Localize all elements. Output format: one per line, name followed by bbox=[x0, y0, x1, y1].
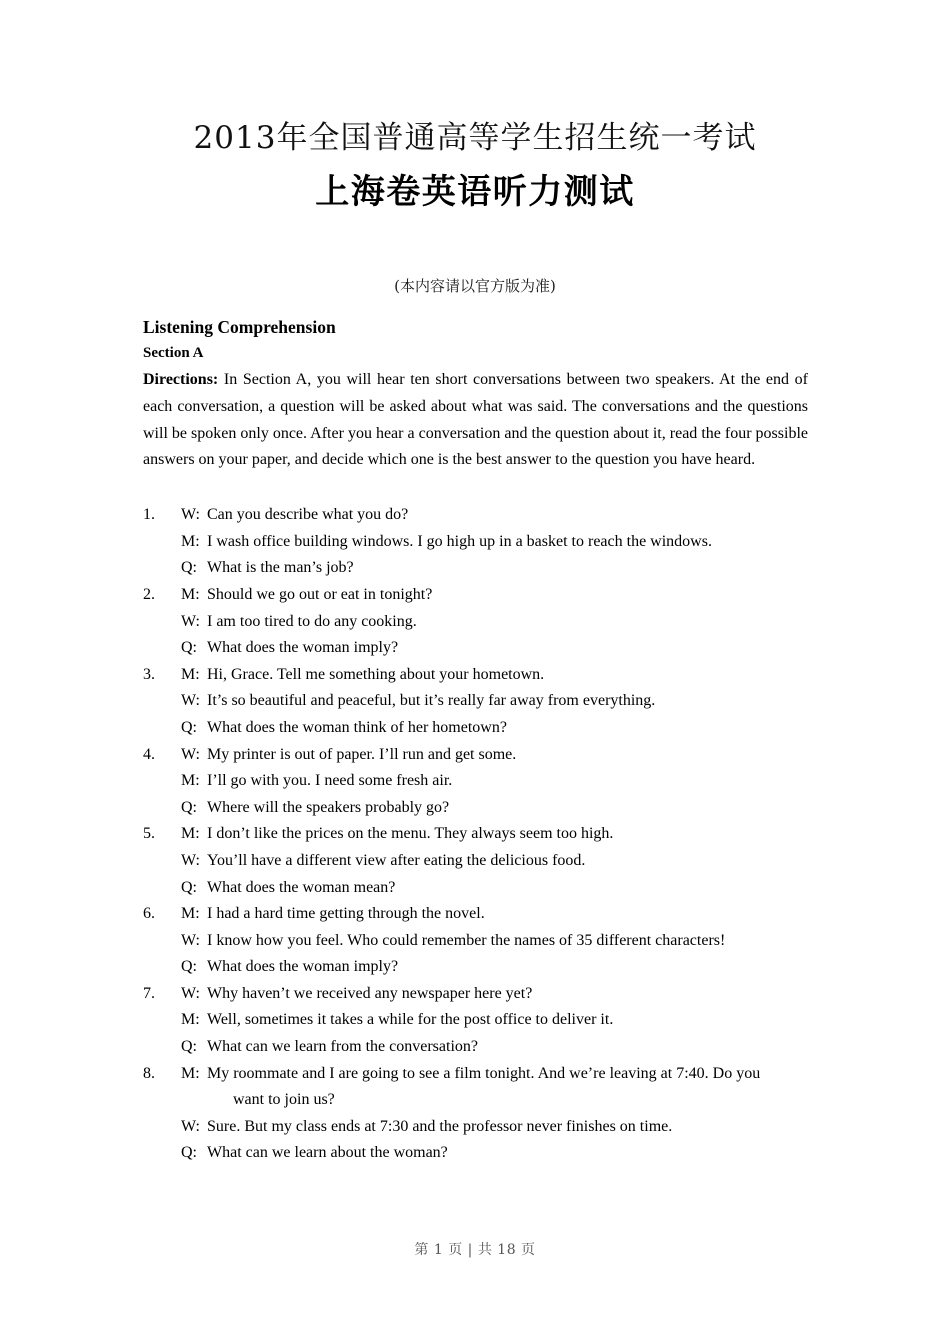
dialogue-speaker-label: W: bbox=[181, 506, 200, 524]
dialogue-number: 4. bbox=[143, 745, 155, 763]
official-version-notice: (本内容请以官方版为准) bbox=[394, 277, 556, 295]
dialogue-item bbox=[143, 502, 808, 582]
dialogue-line-text: Well, sometimes it takes a while for the post office to deliver it. bbox=[207, 1011, 614, 1029]
dialogue-line bbox=[181, 742, 808, 769]
section-heading-listening-comprehension: Listening Comprehension bbox=[143, 317, 336, 337]
dialogue-speaker-label: W: bbox=[181, 984, 200, 1002]
dialogue-line bbox=[181, 1034, 808, 1061]
dialogue-line bbox=[181, 555, 808, 582]
dialogue-line bbox=[181, 768, 808, 795]
dialogue-line bbox=[181, 1114, 808, 1141]
dialogue-line bbox=[181, 715, 808, 742]
dialogue-line-text: I know how you feel. Who could remember the names of 35 different characters! bbox=[207, 931, 726, 949]
dialogue-line bbox=[181, 821, 808, 848]
dialogue-line-text: My printer is out of paper. I’ll run and get some. bbox=[207, 745, 517, 763]
dialogue-line-text: Where will the speakers probably go? bbox=[207, 798, 450, 816]
directions-text: In Section A, you will hear ten short conversations between two speakers. At the end of each conversation, a question will be asked about what was said. The conversations and the questions will be spoken only once. After you hear a conversation and the question about it, read the four possible answers on your paper, and decide which one is the best answer to the question you have heard. bbox=[143, 371, 809, 469]
dialogue-item bbox=[143, 662, 808, 742]
dialogue-line-text: Should we go out or eat in tonight? bbox=[207, 585, 433, 603]
dialogue-number: 7. bbox=[143, 984, 155, 1002]
dialogue-line bbox=[181, 1061, 808, 1088]
dialogue-line bbox=[181, 582, 808, 609]
dialogue-speaker-label: Q: bbox=[181, 1038, 197, 1056]
dialogue-line-text: What can we learn from the conversation? bbox=[207, 1038, 478, 1056]
dialogue-item bbox=[143, 981, 808, 1061]
dialogue-list bbox=[143, 502, 808, 1167]
dialogue-line-text: Sure. But my class ends at 7:30 and the professor never finishes on time. bbox=[207, 1117, 673, 1135]
dialogue-line bbox=[181, 1007, 808, 1034]
document-title-block bbox=[0, 118, 950, 214]
dialogue-speaker-label: Q: bbox=[181, 958, 197, 976]
dialogue-line bbox=[181, 928, 808, 955]
dialogue-number: 2. bbox=[143, 585, 155, 603]
dialogue-line-text: What does the woman imply? bbox=[207, 639, 399, 657]
dialogue-speaker-label: M: bbox=[181, 665, 200, 683]
dialogue-line-text: What is the man’s job? bbox=[207, 559, 354, 577]
dialogue-item bbox=[143, 901, 808, 981]
dialogue-speaker-label: Q: bbox=[181, 718, 197, 736]
dialogue-line-text: Why haven’t we received any newspaper here yet? bbox=[207, 984, 533, 1002]
dialogue-speaker-label: W: bbox=[181, 1117, 200, 1135]
dialogue-line-text: My roommate and I are going to see a film tonight. And we’re leaving at 7:40. Do you bbox=[207, 1064, 761, 1082]
dialogue-line-text: What does the woman think of her hometown? bbox=[207, 718, 507, 736]
dialogue-item bbox=[143, 821, 808, 901]
dialogue-line-text: I had a hard time getting through the novel. bbox=[207, 905, 485, 923]
dialogue-speaker-label: M: bbox=[181, 1011, 200, 1029]
dialogue-line bbox=[181, 609, 808, 636]
dialogue-line-text: What does the woman mean? bbox=[207, 878, 396, 896]
dialogue-item bbox=[143, 1061, 808, 1167]
section-subheading-section-a: Section A bbox=[143, 345, 204, 361]
directions-paragraph bbox=[143, 367, 808, 474]
dialogue-line bbox=[181, 662, 808, 689]
dialogue-line-text: I don’t like the prices on the menu. They always seem too high. bbox=[207, 825, 614, 843]
document-content bbox=[143, 314, 808, 1167]
dialogue-number: 5. bbox=[143, 825, 155, 843]
dialogue-speaker-label: W: bbox=[181, 851, 200, 869]
dialogue-line-text: What can we learn about the woman? bbox=[207, 1144, 448, 1162]
dialogue-line-text: Hi, Grace. Tell me something about your hometown. bbox=[207, 665, 545, 683]
dialogue-number: 3. bbox=[143, 665, 155, 683]
dialogue-line-text: You’ll have a different view after eating the delicious food. bbox=[207, 851, 586, 869]
dialogue-speaker-label: W: bbox=[181, 745, 200, 763]
dialogue-number: 6. bbox=[143, 905, 155, 923]
dialogue-line-text: It’s so beautiful and peaceful, but it’s really far away from everything. bbox=[207, 692, 656, 710]
dialogue-speaker-label: W: bbox=[181, 692, 200, 710]
page-footer: 第 1 页 | 共 18 页 bbox=[414, 1242, 536, 1258]
dialogue-speaker-label: Q: bbox=[181, 1144, 197, 1162]
dialogue-line bbox=[181, 981, 808, 1008]
dialogue-speaker-label: Q: bbox=[181, 559, 197, 577]
dialogue-line bbox=[181, 1140, 808, 1167]
dialogue-speaker-label: M: bbox=[181, 1064, 200, 1082]
dialogue-speaker-label: Q: bbox=[181, 639, 197, 657]
dialogue-line bbox=[181, 502, 808, 529]
exam-title-line-2: 上海卷英语听力测试 bbox=[315, 172, 635, 212]
dialogue-line-text: I wash office building windows. I go high up in a basket to reach the windows. bbox=[207, 532, 712, 550]
dialogue-line bbox=[181, 848, 808, 875]
dialogue-line-text: want to join us? bbox=[233, 1091, 335, 1109]
dialogue-line bbox=[181, 954, 808, 981]
dialogue-line bbox=[181, 901, 808, 928]
dialogue-speaker-label: W: bbox=[181, 612, 200, 630]
dialogue-number: 8. bbox=[143, 1064, 155, 1082]
exam-title-line-1: 2013年全国普通高等学生招生统一考试 bbox=[193, 120, 757, 156]
dialogue-speaker-label: W: bbox=[181, 931, 200, 949]
dialogue-speaker-label: Q: bbox=[181, 798, 197, 816]
dialogue-line bbox=[181, 688, 808, 715]
dialogue-line-text: I am too tired to do any cooking. bbox=[207, 612, 417, 630]
dialogue-line bbox=[181, 529, 808, 556]
dialogue-number: 1. bbox=[143, 506, 155, 524]
dialogue-line-text: Can you describe what you do? bbox=[207, 506, 409, 524]
dialogue-speaker-label: M: bbox=[181, 905, 200, 923]
directions-label: Directions: bbox=[143, 371, 219, 388]
dialogue-speaker-label: M: bbox=[181, 772, 200, 790]
dialogue-item bbox=[143, 742, 808, 822]
dialogue-line-text: What does the woman imply? bbox=[207, 958, 399, 976]
dialogue-line-continuation bbox=[181, 1087, 808, 1114]
dialogue-speaker-label: M: bbox=[181, 825, 200, 843]
dialogue-line bbox=[181, 635, 808, 662]
dialogue-line bbox=[181, 795, 808, 822]
dialogue-speaker-label: M: bbox=[181, 585, 200, 603]
dialogue-line-text: I’ll go with you. I need some fresh air. bbox=[207, 772, 453, 790]
dialogue-speaker-label: Q: bbox=[181, 878, 197, 896]
dialogue-speaker-label: M: bbox=[181, 532, 200, 550]
dialogue-item bbox=[143, 582, 808, 662]
dialogue-line bbox=[181, 875, 808, 902]
